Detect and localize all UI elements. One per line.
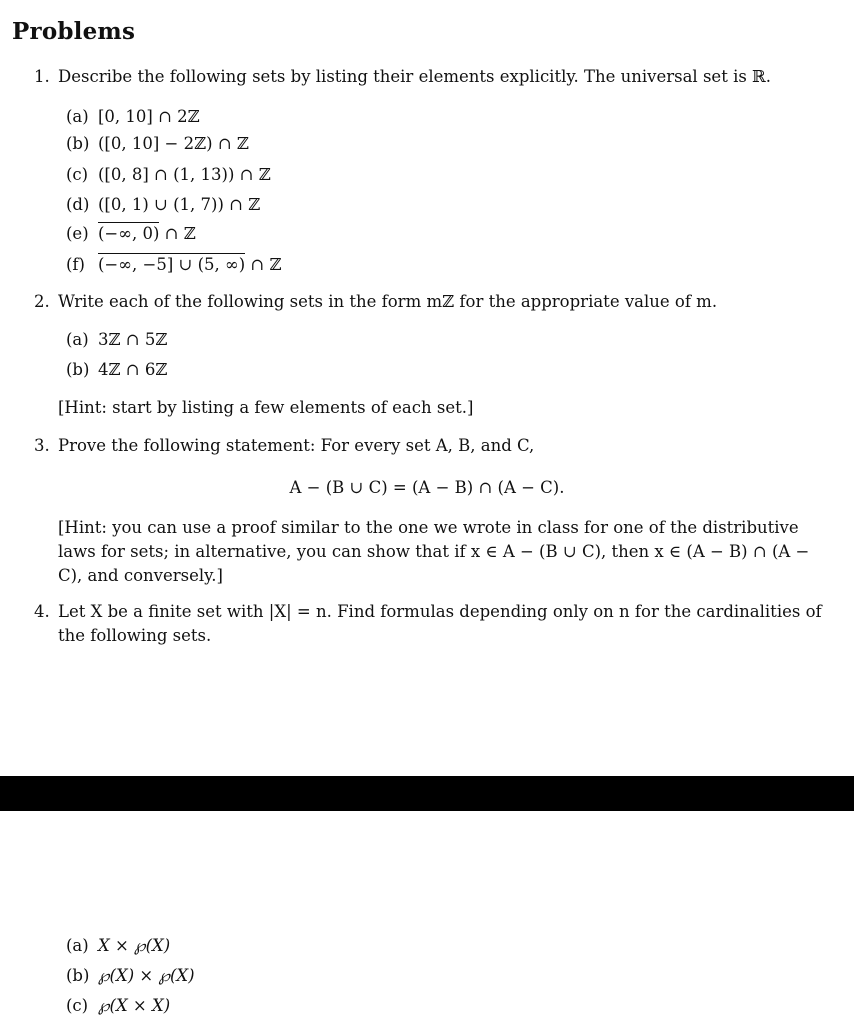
problem-3-formula: A − (B ∪ C) = (A − B) ∩ (A − C). <box>289 478 565 497</box>
problem-2-text: Write each of the following sets in the form mℤ for the appropriate value of m. <box>58 292 718 311</box>
problem-2-item-b <box>66 358 167 382</box>
problem-1-item-e <box>66 222 196 246</box>
problem-4 <box>34 600 824 648</box>
problem-4-text: Let X be a finite set with |X| = n. Find formulas depending only on n for the cardinalities of the following sets. <box>58 602 822 645</box>
problem-4-number: 4. <box>34 602 50 621</box>
problem-3-number: 3. <box>34 436 50 455</box>
redaction-bar <box>0 776 854 811</box>
item-label: (a) <box>66 330 89 349</box>
item-expr: ([0, 1) ∪ (1, 7)) ∩ ℤ <box>98 195 261 214</box>
problem-1-item-d <box>66 193 260 217</box>
problem-3-hint: [Hint: you can use a proof similar to the one we wrote in class for one of the distributive laws for sets; in alternative, you can show that if x ∈ A − (B ∪ C), then x ∈ (A − B) ∩ (A − C), and conversely.] <box>58 518 810 585</box>
item-label: (a) <box>66 936 89 955</box>
item-label: (d) <box>66 195 90 214</box>
item-expr-rest: ∩ ℤ <box>159 224 196 243</box>
problem-2-item-a <box>66 328 167 352</box>
problem-1 <box>34 65 814 89</box>
item-label: (c) <box>66 165 89 184</box>
item-expr: ([0, 8] ∩ (1, 13)) ∩ ℤ <box>98 165 271 184</box>
item-expr: 3ℤ ∩ 5ℤ <box>98 330 168 349</box>
problem-2 <box>34 290 814 314</box>
problem-2-hint: [Hint: start by listing a few elements of each set.] <box>58 398 474 417</box>
item-expr: ([0, 10] − 2ℤ) ∩ ℤ <box>98 134 249 153</box>
problem-4-item-c <box>66 994 170 1018</box>
page-heading: Problems <box>12 18 136 45</box>
item-expr: 4ℤ ∩ 6ℤ <box>98 360 168 379</box>
complement-expr: (−∞, −5] ∪ (5, ∞) <box>98 255 246 274</box>
item-expr-rest: ∩ ℤ <box>245 255 282 274</box>
problem-1-number: 1. <box>34 67 50 86</box>
item-label: (a) <box>66 107 89 126</box>
complement-expr: (−∞, 0) <box>98 224 160 243</box>
problem-4-item-b <box>66 964 195 988</box>
item-expr: ℘(X) × ℘(X) <box>98 966 195 985</box>
problem-1-text: Describe the following sets by listing their elements explicitly. The universal set is ℝ. <box>58 67 772 86</box>
problem-1-item-b <box>66 132 249 156</box>
item-expr: ℘(X × X) <box>98 996 171 1015</box>
problem-1-item-a <box>66 105 200 129</box>
problem-4-item-a <box>66 934 170 958</box>
problem-1-item-f <box>66 253 282 277</box>
problem-1-item-c <box>66 163 271 187</box>
item-expr: [0, 10] ∩ 2ℤ <box>98 107 200 126</box>
item-label: (e) <box>66 224 89 243</box>
item-label: (c) <box>66 996 89 1015</box>
item-label: (f) <box>66 255 85 274</box>
item-label: (b) <box>66 966 90 985</box>
problem-3-text: Prove the following statement: For every set A, B, and C, <box>58 436 535 455</box>
item-label: (b) <box>66 134 90 153</box>
problem-2-number: 2. <box>34 292 50 311</box>
item-expr: X × ℘(X) <box>98 936 171 955</box>
problem-3 <box>34 434 814 458</box>
item-label: (b) <box>66 360 90 379</box>
